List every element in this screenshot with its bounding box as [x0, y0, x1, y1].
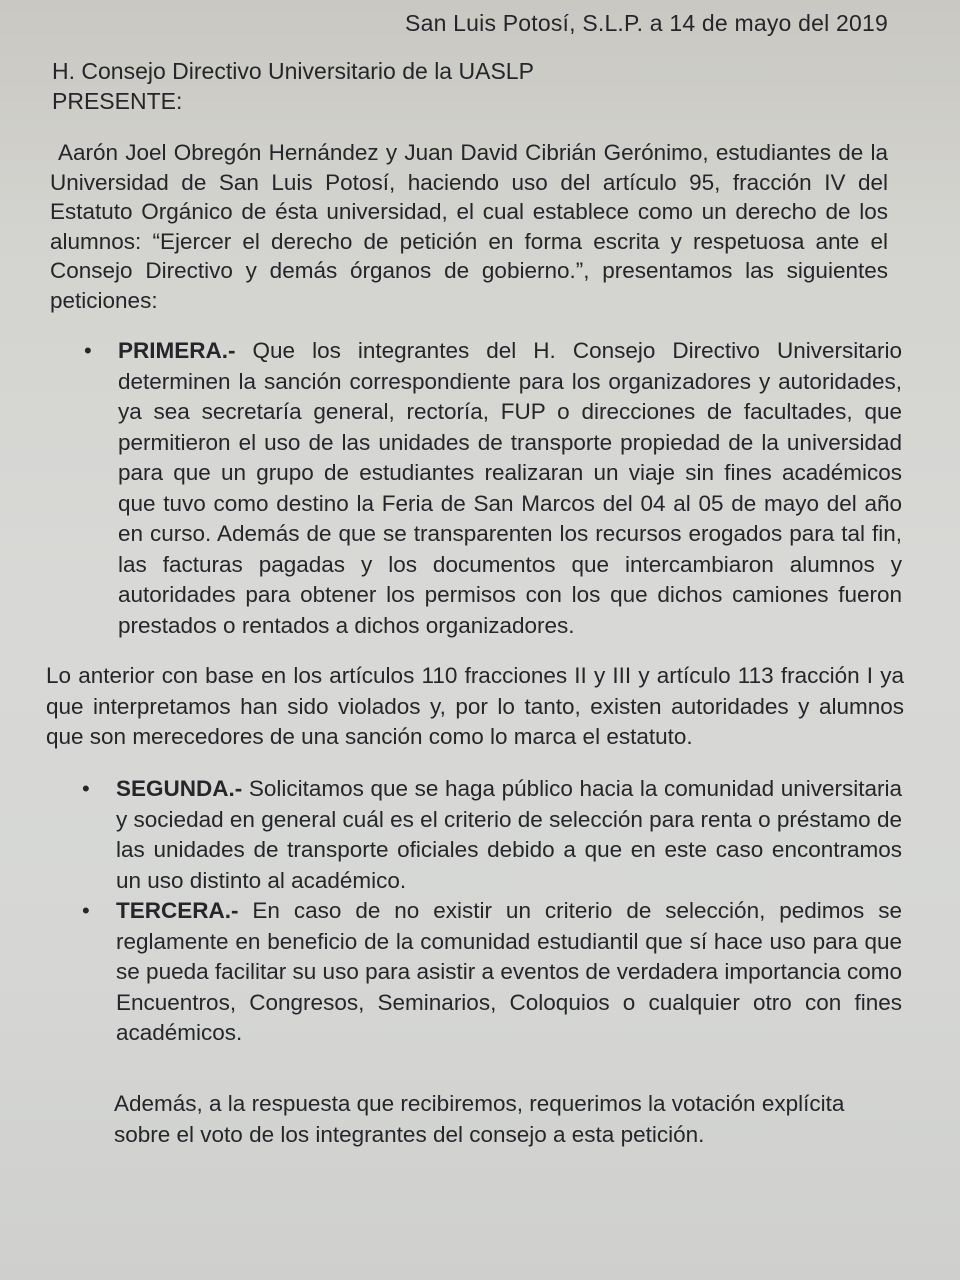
- petition-item-tercera: [0, 896, 960, 1049]
- petition-text: En caso de no existir un criterio de selección, pedimos se reglamente en beneficio de la comunidad estudiantil que sí hace uso para que se pueda facilitar su uso para asistir a eventos de verdadera importancia como Encuentros, Congresos, Seminarios, Coloquios o cualquier otro con fines académicos.: [116, 898, 902, 1045]
- petition-list-second: [0, 774, 960, 1049]
- petition-text: Solicitamos que se haga público hacia la comunidad universitaria y sociedad en general cuál es el criterio de selección para renta o préstamo de las unidades de transporte oficiales debido a que en este caso encontramos un uso distinto al académico.: [116, 776, 902, 893]
- petition-label: SEGUNDA.-: [116, 776, 243, 801]
- addressee-line: H. Consejo Directivo Universitario de la UASLP: [52, 58, 534, 84]
- closing-paragraph: Además, a la respuesta que recibiremos, requerimos la votación explícita sobre el voto de los integrantes del consejo a esta petición.: [114, 1091, 845, 1147]
- petition-text: Que los integrantes del H. Consejo Directivo Universitario determinen la sanción correspondiente para los organizadores y autoridades, ya sea secretaría general, rectoría, FUP o direcciones de facultades, que permitieron el uso de las unidades de transporte propiedad de la universidad para que un grupo de estudiantes realizaran un viaje sin fines académicos que tuvo como destino la Feria de San Marcos del 04 al 05 de mayo del año en curso. Además de que se transparenten los recursos erogados para tal fin, las facturas pagadas y los documentos que intercambiaron alumnos y autoridades para obtener los permisos con los que dichos camiones fueron prestados o rentados a dichos organizadores.: [118, 338, 902, 638]
- legal-basis-paragraph: Lo anterior con base en los artículos 110 fracciones II y III y artículo 113 fracción I ya que interpretamos han sido violados y, por lo tanto, existen autoridades y alumnos que son merecedores de una sanción como lo marca el estatuto.: [46, 663, 904, 749]
- bullet-icon: •: [84, 338, 92, 363]
- addressee-block: [52, 56, 534, 116]
- petition-item-primera: [0, 336, 960, 641]
- petition-label: TERCERA.-: [116, 898, 239, 923]
- bullet-icon: •: [82, 776, 90, 801]
- bullet-icon: •: [82, 898, 90, 923]
- petition-label: PRIMERA.-: [118, 338, 236, 363]
- date-line: San Luis Potosí, S.L.P. a 14 de mayo del 2019: [405, 10, 888, 36]
- intro-paragraph: Aarón Joel Obregón Hernández y Juan David Cibrián Gerónimo, estudiantes de la Universidad de San Luis Potosí, haciendo uso del artículo 95, fracción IV del Estatuto Orgánico de ésta universidad, el cual establece como un derecho de los alumnos: “Ejercer el derecho de petición en forma escrita y respetuosa ante el Consejo Directivo y demás órganos de gobierno.”, presentamos las siguientes peticiones:: [50, 140, 888, 313]
- salutation: PRESENTE:: [52, 88, 183, 114]
- petition-item-segunda: [0, 774, 960, 896]
- petition-list-first: [0, 336, 960, 641]
